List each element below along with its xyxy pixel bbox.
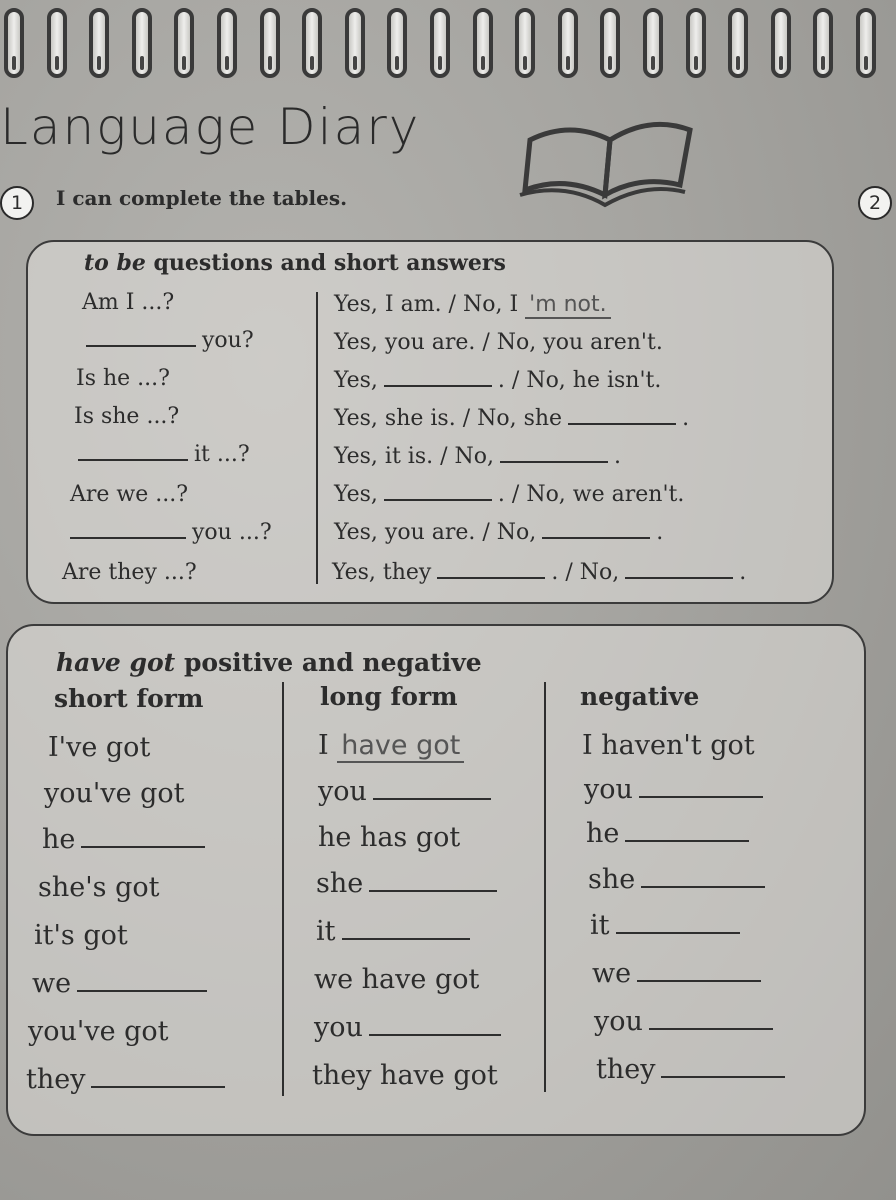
spiral-ring bbox=[260, 8, 280, 78]
spiral-ring bbox=[302, 8, 322, 78]
spiral-ring bbox=[89, 8, 109, 78]
answer-2: Yes, you are. / No, you aren't. bbox=[334, 330, 663, 355]
question-4: Is she ...? bbox=[74, 404, 180, 429]
spiral-ring bbox=[345, 8, 365, 78]
short-form-3: he bbox=[42, 824, 211, 855]
answer-blank[interactable] bbox=[373, 797, 491, 800]
spiral-ring bbox=[47, 8, 67, 78]
answer-6: Yes, . / No, we aren't. bbox=[334, 482, 685, 507]
long-form-2: you bbox=[318, 776, 497, 807]
short-form-5: it's got bbox=[34, 920, 128, 951]
answer-blank[interactable] bbox=[500, 460, 608, 463]
short-form-2: you've got bbox=[44, 778, 185, 809]
column-divider bbox=[316, 292, 318, 584]
answer-blank[interactable] bbox=[616, 931, 740, 934]
answer-blank[interactable] bbox=[369, 1033, 501, 1036]
answer-blank[interactable] bbox=[649, 1027, 773, 1030]
answer-5: Yes, it is. / No, . bbox=[334, 444, 621, 469]
column-divider-2 bbox=[544, 682, 546, 1092]
title-italic: to be bbox=[84, 250, 146, 276]
short-form-6: we bbox=[32, 968, 213, 999]
negative-1: I haven't got bbox=[582, 730, 755, 761]
spiral-ring bbox=[387, 8, 407, 78]
question-1: Am I ...? bbox=[82, 290, 175, 315]
long-form-4: she bbox=[316, 868, 503, 899]
answer-4: Yes, she is. / No, she . bbox=[334, 406, 690, 431]
answer-blank[interactable] bbox=[91, 1085, 225, 1088]
title-rest: positive and negative bbox=[183, 648, 482, 677]
spiral-ring bbox=[430, 8, 450, 78]
long-form-3: he has got bbox=[318, 822, 461, 853]
title-rest: questions and short answers bbox=[153, 250, 506, 276]
question-3: Is he ...? bbox=[76, 366, 170, 391]
spiral-ring bbox=[473, 8, 493, 78]
to-be-table bbox=[26, 240, 834, 604]
long-form-7: you bbox=[314, 1012, 507, 1043]
to-be-table-title bbox=[84, 250, 506, 276]
answer-blank[interactable] bbox=[542, 536, 650, 539]
spiral-ring bbox=[515, 8, 535, 78]
question-8: Are they ...? bbox=[62, 560, 197, 585]
exercise-instruction: I can complete the tables. bbox=[56, 186, 348, 210]
header-negative: negative bbox=[580, 682, 700, 711]
open-book-icon bbox=[510, 100, 700, 210]
exercise-number-badge: 1 bbox=[0, 186, 34, 220]
answer-7: Yes, you are. / No, . bbox=[334, 520, 664, 545]
spiral-ring bbox=[771, 8, 791, 78]
have-got-table-title bbox=[56, 648, 482, 677]
answer-blank[interactable] bbox=[568, 422, 676, 425]
handwritten-answer: have got bbox=[337, 730, 464, 763]
answer-blank[interactable] bbox=[342, 937, 470, 940]
short-form-1: I've got bbox=[48, 732, 151, 763]
negative-6: we bbox=[592, 958, 767, 989]
spiral-ring bbox=[174, 8, 194, 78]
header-long-form: long form bbox=[320, 682, 458, 711]
spiral-ring bbox=[856, 8, 876, 78]
question-6: Are we ...? bbox=[70, 482, 189, 507]
answer-blank[interactable] bbox=[637, 979, 761, 982]
spiral-binding bbox=[0, 8, 896, 88]
answer-blank[interactable] bbox=[86, 344, 196, 347]
answer-blank[interactable] bbox=[78, 458, 188, 461]
spiral-ring bbox=[4, 8, 24, 78]
header-short-form: short form bbox=[54, 684, 204, 713]
answer-blank[interactable] bbox=[384, 384, 492, 387]
long-form-1: I have got bbox=[318, 730, 464, 761]
negative-7: you bbox=[594, 1006, 779, 1037]
next-exercise-badge: 2 bbox=[858, 186, 892, 220]
answer-blank[interactable] bbox=[437, 576, 545, 579]
spiral-ring bbox=[132, 8, 152, 78]
question-7: you ...? bbox=[64, 520, 272, 545]
answer-1: Yes, I am. / No, I 'm not. bbox=[334, 292, 611, 317]
negative-2: you bbox=[584, 774, 769, 805]
spiral-ring bbox=[600, 8, 620, 78]
spiral-ring bbox=[728, 8, 748, 78]
column-divider-1 bbox=[282, 682, 284, 1096]
negative-4: she bbox=[588, 864, 771, 895]
answer-blank[interactable] bbox=[369, 889, 497, 892]
spiral-ring bbox=[813, 8, 833, 78]
long-form-5: it bbox=[316, 916, 476, 947]
answer-blank[interactable] bbox=[641, 885, 765, 888]
negative-5: it bbox=[590, 910, 746, 941]
long-form-6: we have got bbox=[314, 964, 480, 995]
answer-blank[interactable] bbox=[661, 1075, 785, 1078]
spiral-ring bbox=[217, 8, 237, 78]
answer-blank[interactable] bbox=[77, 989, 207, 992]
answer-8: Yes, they . / No, . bbox=[332, 560, 747, 585]
answer-blank[interactable] bbox=[384, 498, 492, 501]
answer-blank[interactable] bbox=[639, 795, 763, 798]
answer-blank[interactable] bbox=[625, 576, 733, 579]
spiral-ring bbox=[643, 8, 663, 78]
have-got-table bbox=[6, 624, 866, 1136]
spiral-ring bbox=[558, 8, 578, 78]
spiral-ring bbox=[686, 8, 706, 78]
short-form-7: you've got bbox=[28, 1016, 169, 1047]
handwritten-answer: 'm not. bbox=[525, 292, 611, 319]
short-form-8: they bbox=[26, 1064, 231, 1095]
negative-8: they bbox=[596, 1054, 791, 1085]
title-italic: have got bbox=[56, 648, 176, 677]
answer-blank[interactable] bbox=[81, 845, 205, 848]
page-title: Language Diary bbox=[0, 98, 421, 156]
short-form-4: she's got bbox=[38, 872, 160, 903]
answer-blank[interactable] bbox=[70, 536, 186, 539]
question-2: you? bbox=[80, 328, 254, 353]
negative-3: he bbox=[586, 818, 755, 849]
question-5: it ...? bbox=[72, 442, 250, 467]
answer-3: Yes, . / No, he isn't. bbox=[334, 368, 662, 393]
answer-blank[interactable] bbox=[625, 839, 749, 842]
long-form-8: they have got bbox=[312, 1060, 498, 1091]
